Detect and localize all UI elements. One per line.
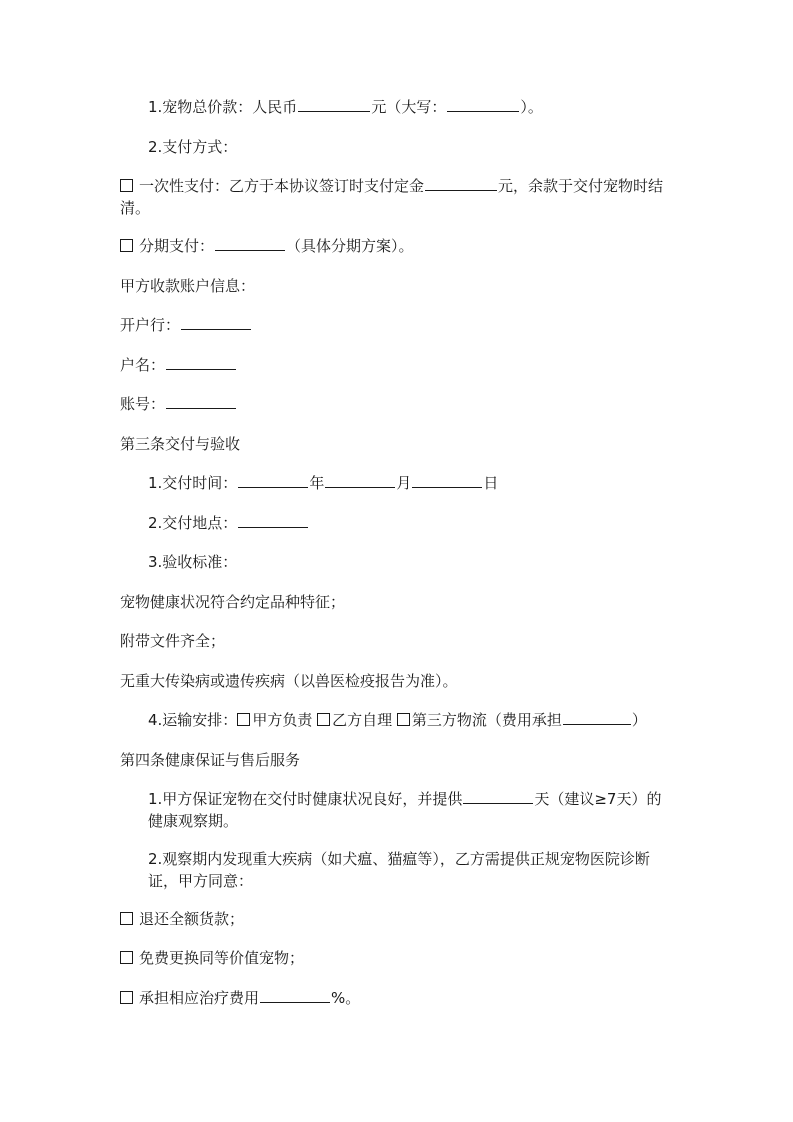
section-three-title: 第三条交付与验收 (120, 435, 241, 453)
delivery-time-line (148, 472, 708, 494)
total-price-mid: 元（大写： (371, 98, 447, 116)
third-party-prefix: 第三方物流（费用承担 (411, 711, 562, 729)
installment-option (120, 235, 680, 257)
refund-checkbox[interactable] (120, 912, 133, 925)
standard-item: 宠物健康状况符合约定品种特征； (120, 593, 346, 611)
treatment-cost-option (120, 987, 680, 1009)
day-blank[interactable] (412, 472, 482, 488)
delivery-time-prefix: 1.交付时间： (148, 474, 238, 492)
deposit-blank[interactable] (425, 175, 497, 191)
account-info-title: 甲方收款账户信息： (120, 277, 256, 295)
total-price-line (148, 96, 708, 118)
account-name-line (120, 354, 680, 376)
delivery-place-label: 2.交付地点： (148, 514, 238, 532)
observation-days-blank[interactable] (463, 788, 533, 804)
standard-item: 无重大传染病或遗传疾病（以兽医检疫报告为准）。 (120, 672, 458, 690)
installment-checkbox[interactable] (120, 239, 133, 252)
month-label: 月 (396, 474, 412, 492)
price-uppercase-blank[interactable] (447, 96, 519, 112)
payment-method-title: 2.支付方式： (148, 138, 238, 156)
guarantee-prefix: 1.甲方保证宠物在交付时健康状况良好，并提供 (148, 790, 463, 808)
lump-sum-suffix: 元，余款于交付宠物时结清。 (120, 177, 664, 217)
third-party-checkbox[interactable] (397, 713, 410, 726)
installment-prefix: 分期支付： (139, 237, 215, 255)
treatment-cost-suffix: %。 (331, 989, 361, 1007)
cost-bearer-blank[interactable] (563, 709, 631, 725)
delivery-place-line (148, 512, 708, 534)
bank-label: 开户行： (120, 316, 181, 334)
account-number-blank[interactable] (166, 393, 236, 409)
lump-sum-checkbox[interactable] (120, 179, 133, 192)
account-name-label: 户名： (120, 356, 166, 374)
section-four-title: 第四条健康保证与售后服务 (120, 751, 301, 769)
account-number-line (120, 393, 680, 415)
treatment-cost-checkbox[interactable] (120, 991, 133, 1004)
month-blank[interactable] (325, 472, 395, 488)
day-label: 日 (483, 474, 499, 492)
year-label: 年 (309, 474, 325, 492)
total-price-prefix: 1.宠物总价款：人民币 (148, 98, 298, 116)
acceptance-standard-title: 3.验收标准： (148, 553, 238, 571)
bank-line (120, 314, 680, 336)
health-guarantee (148, 788, 673, 832)
replace-checkbox[interactable] (120, 951, 133, 964)
price-blank[interactable] (298, 96, 370, 112)
party-b-checkbox[interactable] (317, 713, 330, 726)
bank-blank[interactable] (181, 314, 251, 330)
account-number-label: 账号： (120, 395, 166, 413)
total-price-suffix: ）。 (520, 98, 543, 116)
replace-label: 免费更换同等价值宠物； (139, 949, 305, 967)
transport-prefix: 4.运输安排： (148, 711, 238, 729)
treatment-percent-blank[interactable] (260, 987, 330, 1003)
refund-label: 退还全额货款； (139, 910, 245, 928)
standard-item: 附带文件齐全； (120, 632, 226, 650)
third-party-suffix: ） (631, 711, 647, 729)
account-name-blank[interactable] (166, 354, 236, 370)
installment-suffix: （具体分期方案）。 (286, 237, 414, 255)
lump-sum-option (120, 175, 680, 219)
year-blank[interactable] (238, 472, 308, 488)
replace-option (120, 947, 680, 969)
party-b-label: 乙方自理 (332, 711, 393, 729)
disease-clause: 2.观察期内发现重大疾病（如犬瘟、猫瘟等），乙方需提供正规宠物医院诊断证，甲方同意： (148, 850, 650, 890)
treatment-cost-prefix: 承担相应治疗费用 (139, 989, 260, 1007)
party-a-checkbox[interactable] (237, 713, 250, 726)
transport-line (148, 709, 708, 731)
guarantee-suffix: 天（建议≥7天）的健康观察期。 (148, 790, 662, 830)
installment-blank[interactable] (215, 235, 285, 251)
refund-option (120, 908, 680, 930)
party-a-label: 甲方负责 (252, 711, 313, 729)
delivery-place-blank[interactable] (238, 512, 308, 528)
lump-sum-prefix: 一次性支付：乙方于本协议签订时支付定金 (139, 177, 425, 195)
